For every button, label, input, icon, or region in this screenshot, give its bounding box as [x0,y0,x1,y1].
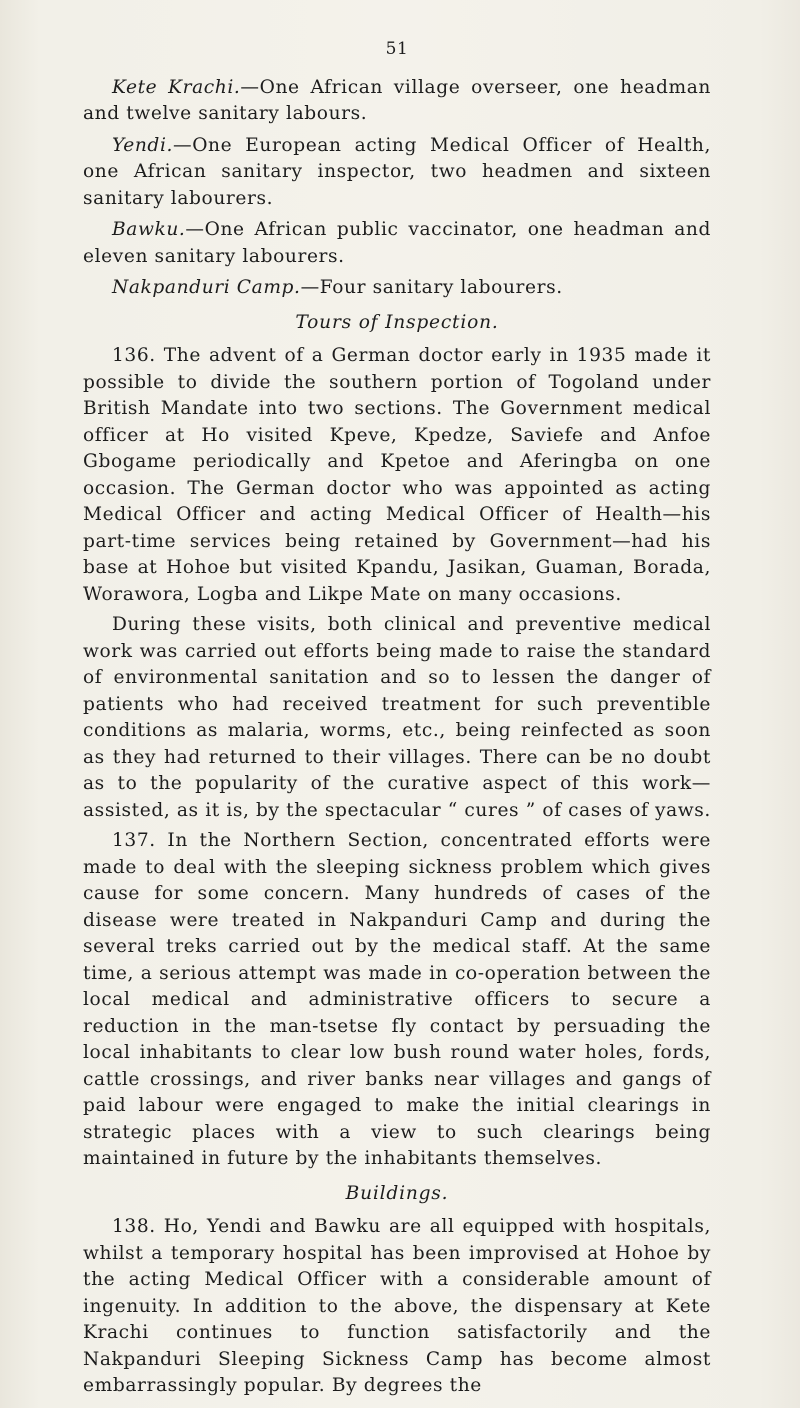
place-name: Yendi. [112,134,173,156]
paragraph-136-continued: During these visits, both clinical and preventive medical work was carried out efforts being made to raise the standard of environmental sanitation and so to lessen the danger of patients who had received treatment for such preventible conditions as malaria, worms, etc., being reinfected as soon as they had returned to their villages. There can be no doubt as to the popularity of the curative aspect of this work—assisted, as it is, by the spectacular “ cures ” of cases of yaws. [83,614,711,821]
place-name: Kete Krachi. [112,76,241,98]
section-heading-buildings: Buildings. [345,1182,449,1204]
entry-text: —One African public vaccinator, one headman and eleven sanitary labourers. [83,219,711,267]
entry-text: —One European acting Medical Officer of Health, one African sanitary inspector, two headmen and sixteen sanitary labourers. [83,134,711,209]
staff-entry-bawku [83,217,711,270]
paragraph-136: 136. The advent of a German doctor early in 1935 made it possible to divide the southern portion of Togoland under British Mandate into two sections. The Government medical officer at Ho visited Kpeve, Kpedze, Saviefe and Anfoe Gbogame periodically and Kpetoe and Aferingba on one occasion. The German doctor who was appointed as acting Medical Officer and acting Medical Officer of Health—his part-time services being retained by Government—had his base at Hohoe but visited Kpandu, Jasikan, Guaman, Borada, Worawora, Logba and Likpe Mate on many occasions. [83,345,711,605]
place-name: Nakpanduri Camp. [112,277,301,298]
place-name: Bawku. [112,219,186,240]
paragraph-137: 137. In the Northern Section, concentrated efforts were made to deal with the sleeping sickness problem which gives cause for some concern. Many hundreds of cases of the disease were treated in Nakpanduri Camp and during the several treks carried out by the medical staff. At the same time, a serious attempt was made in co-operation between the local medical and administrative officers to secure a reduction in the man-tsetse fly contact by persuading the local inhabitants to clear low bush round water holes, fords, cattle crossings, and river banks near villages and gangs of paid labour were engaged to make the initial clearings in strategic places with a view to such clearings being maintained in future by the inhabitants themselves. [83,830,711,1169]
paragraph-138: 138. Ho, Yendi and Bawku are all equipped with hospitals, whilst a temporary hospital has been improvised at Hohoe by the acting Medical Officer with a considerable amount of ingenuity. In addition to the above, the dispensary at Kete Krachi continues to function satisfactorily and the Nakpanduri Sleeping Sickness Camp has become almost embarrassingly popular. By degrees the [83,1216,711,1396]
staff-entry-nakpanduri [83,275,711,302]
staff-entry-yendi [83,133,711,213]
entry-text: —One African village overseer, one headman and twelve sanitary labours. [83,76,711,124]
staff-entry-kete-krachi [83,75,711,128]
page-number: 51 [385,39,409,59]
page-content [83,36,711,1400]
section-heading-tours: Tours of Inspection. [295,311,499,333]
entry-text: —Four sanitary labourers. [300,277,563,298]
